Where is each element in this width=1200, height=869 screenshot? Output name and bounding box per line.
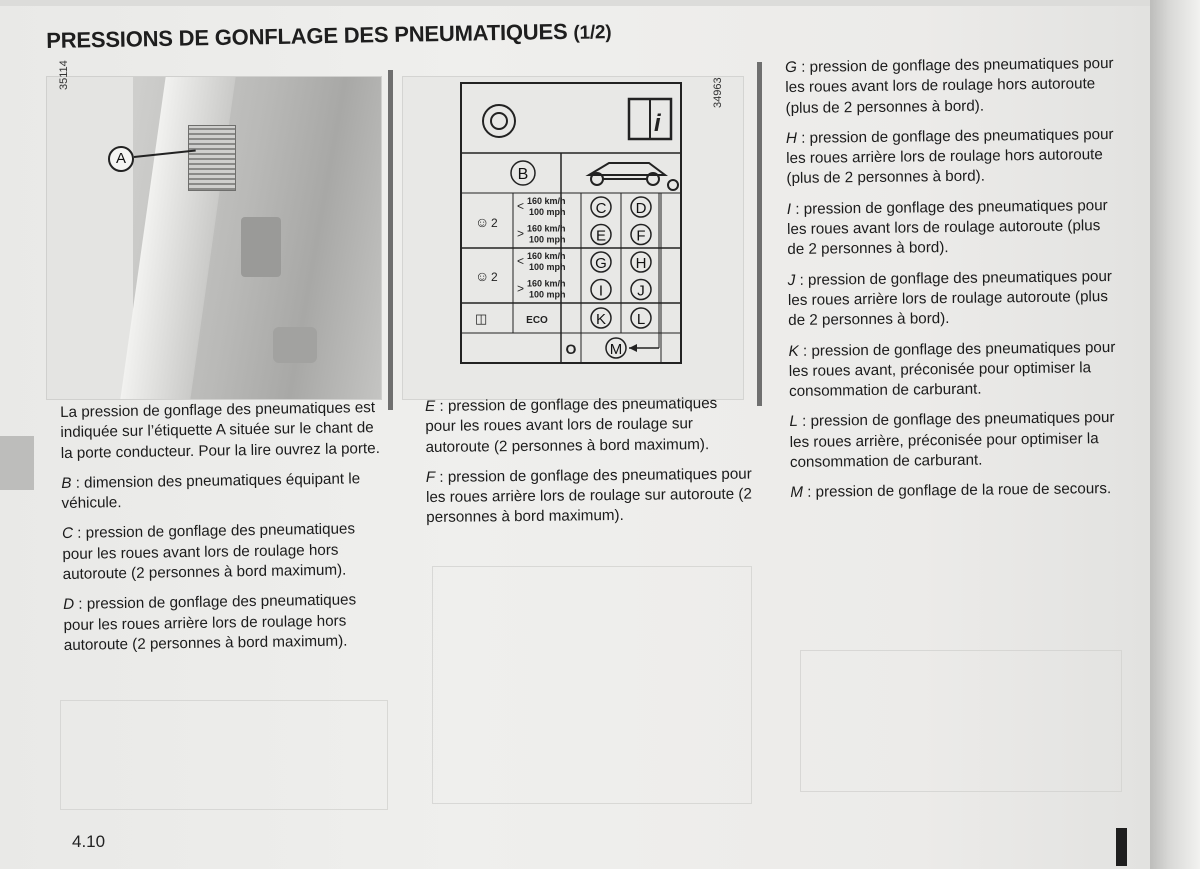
definition-letter: D bbox=[63, 596, 75, 614]
page-title-text: PRESSIONS DE GONFLAGE DES PNEUMATIQUES bbox=[46, 18, 568, 53]
definition-letter: J bbox=[787, 271, 796, 289]
label-frame-group bbox=[461, 83, 681, 363]
definition-text: : pression de gonflage des pneumatiques pour les roues arrière lors de roulage hors autoroute (2 personnes à bord maximum). bbox=[63, 591, 357, 654]
definition-letter: C bbox=[61, 525, 74, 543]
eco-rear-letter: L bbox=[636, 311, 646, 328]
definition-text: : pression de gonflage des pneumatiques pour les roues avant lors de roulage autoroute (plus de 2 personnes à bord). bbox=[786, 196, 1108, 259]
speed-mph: 100 mph bbox=[529, 262, 566, 272]
speed-comparator: > bbox=[517, 226, 525, 241]
definition-paragraph bbox=[425, 394, 752, 458]
column-divider bbox=[757, 62, 762, 406]
tyre-pressure-label-shape bbox=[188, 125, 236, 191]
tyre-label-svg bbox=[403, 77, 743, 399]
speed-kmh: 160 km/h bbox=[527, 251, 566, 261]
show-through-box bbox=[432, 566, 752, 804]
definition-paragraph bbox=[785, 54, 1118, 119]
tyre-label-diagram bbox=[402, 76, 744, 400]
definition-text: : pression de gonflage des pneumatiques pour les roues avant lors de roulage sur autoroute (2 personnes à bord maximum). bbox=[425, 394, 718, 456]
door-label-photo bbox=[46, 76, 382, 400]
definition-text: : pression de gonflage de la roue de secours. bbox=[802, 480, 1112, 502]
speed-mph: 100 mph bbox=[529, 234, 566, 245]
page-title bbox=[46, 16, 706, 54]
definition-text: : pression de gonflage des pneumatiques pour les roues arrière lors de roulage hors autoroute (plus de 2 personnes à bord). bbox=[786, 125, 1114, 188]
definition-text: : pression de gonflage des pneumatiques pour les roues arrière lors de roulage autoroute (plus de 2 personnes à bord). bbox=[787, 267, 1113, 330]
definition-text: : dimension des pneumatiques équipant le véhicule. bbox=[61, 470, 361, 513]
speed-mph: 100 mph bbox=[529, 289, 566, 300]
definition-letter: F bbox=[425, 468, 436, 486]
rear-letter: J bbox=[637, 282, 645, 300]
person-icon: ☺ bbox=[475, 268, 490, 284]
show-through-text bbox=[980, 8, 988, 24]
definition-text: : pression de gonflage des pneumatiques pour les roues arrière lors de roulage sur autoroute (2 personnes à bord maximum). bbox=[425, 465, 752, 527]
definition-text: : pression de gonflage des pneumatiques pour les roues avant lors de roulage hors autoroute (2 personnes à bord maximum). bbox=[62, 520, 356, 584]
callout-b-letter: B bbox=[517, 166, 529, 183]
definition-paragraph bbox=[426, 464, 753, 528]
rear-letter: D bbox=[635, 200, 647, 217]
front-letter: I bbox=[598, 282, 604, 300]
tyre-pressure-icon-inner bbox=[491, 113, 507, 129]
person-icon: ☺ bbox=[475, 214, 490, 230]
spare-letter: M bbox=[609, 341, 623, 358]
top-band bbox=[0, 0, 1150, 6]
page-title-part: (1/2) bbox=[573, 22, 612, 44]
tyre-pressure-icon bbox=[483, 105, 515, 137]
definition-letter: L bbox=[789, 413, 799, 431]
info-i-icon: i bbox=[654, 110, 661, 137]
speed-comparator: < bbox=[517, 199, 525, 213]
definition-letter: E bbox=[425, 397, 436, 415]
spare-arrow-head bbox=[629, 344, 637, 352]
definition-paragraph bbox=[787, 196, 1120, 261]
speed-comparator: < bbox=[517, 254, 525, 268]
definition-paragraph bbox=[788, 337, 1121, 402]
definition-paragraph bbox=[788, 267, 1121, 332]
rear-letter: F bbox=[636, 227, 646, 245]
rear-letter: H bbox=[635, 255, 647, 272]
definition-letter: K bbox=[788, 342, 799, 360]
corner-mark bbox=[1116, 828, 1127, 866]
door-edge-image bbox=[133, 77, 381, 399]
book-gutter bbox=[1150, 0, 1200, 869]
definition-paragraph bbox=[62, 519, 385, 585]
front-letter: E bbox=[595, 227, 607, 245]
luggage-icon: ◫ bbox=[475, 311, 488, 326]
speed-kmh: 160 km/h bbox=[527, 223, 566, 234]
eco-front-letter: K bbox=[595, 311, 607, 328]
definition-paragraph bbox=[60, 398, 383, 464]
speed-kmh: 160 km/h bbox=[527, 196, 566, 206]
definition-text: La pression de gonflage des pneumatiques est indiquée sur l’étiquette A située sur le chant de la porte conducteur. Pour la lire ouvrez la porte. bbox=[60, 399, 381, 462]
definition-paragraph bbox=[789, 408, 1122, 473]
speed-kmh: 160 km/h bbox=[527, 278, 566, 289]
text-column-3 bbox=[785, 54, 1123, 514]
definition-letter: I bbox=[786, 200, 792, 218]
speed-comparator: > bbox=[517, 281, 525, 296]
definition-paragraph bbox=[63, 590, 386, 656]
persons-count: 2 bbox=[491, 270, 498, 284]
definition-text: : pression de gonflage des pneumatiques pour les roues avant, préconisée pour optimiser la consommation de carburant. bbox=[788, 338, 1116, 401]
definition-letter: H bbox=[785, 129, 798, 147]
persons-count: 2 bbox=[491, 216, 498, 230]
figure-number: 34963 bbox=[712, 77, 724, 108]
eco-label: ECO bbox=[526, 315, 548, 326]
definition-text: : pression de gonflage des pneumatiques pour les roues avant lors de roulage hors autoroute (plus de 2 personnes à bord). bbox=[785, 54, 1114, 117]
definition-letter: M bbox=[790, 484, 804, 502]
definition-paragraph bbox=[790, 479, 1122, 503]
definition-letter: B bbox=[61, 474, 72, 492]
definition-letter: G bbox=[785, 58, 798, 76]
definition-text: : pression de gonflage des pneumatiques pour les roues arrière, préconisée pour optimiser la consommation de carburant. bbox=[789, 409, 1115, 472]
definition-paragraph bbox=[786, 125, 1119, 190]
page-number: 4.10 bbox=[72, 832, 106, 851]
show-through-box bbox=[60, 700, 388, 810]
front-letter: C bbox=[595, 200, 607, 217]
door-hinge-shape bbox=[241, 217, 281, 277]
front-letter: G bbox=[595, 255, 607, 272]
column-divider bbox=[388, 70, 393, 410]
text-column-2 bbox=[425, 394, 752, 539]
text-column-1 bbox=[60, 398, 386, 666]
figure-number: 35114 bbox=[58, 60, 70, 90]
car-spare-wheel-icon bbox=[668, 180, 678, 190]
callout-a: A bbox=[108, 146, 134, 172]
thumb-tab bbox=[0, 436, 34, 490]
door-latch-shape bbox=[273, 327, 317, 363]
speed-mph: 100 mph bbox=[529, 207, 566, 217]
definition-paragraph bbox=[61, 469, 384, 515]
spare-dot: O bbox=[565, 341, 577, 357]
show-through-box bbox=[800, 650, 1122, 792]
